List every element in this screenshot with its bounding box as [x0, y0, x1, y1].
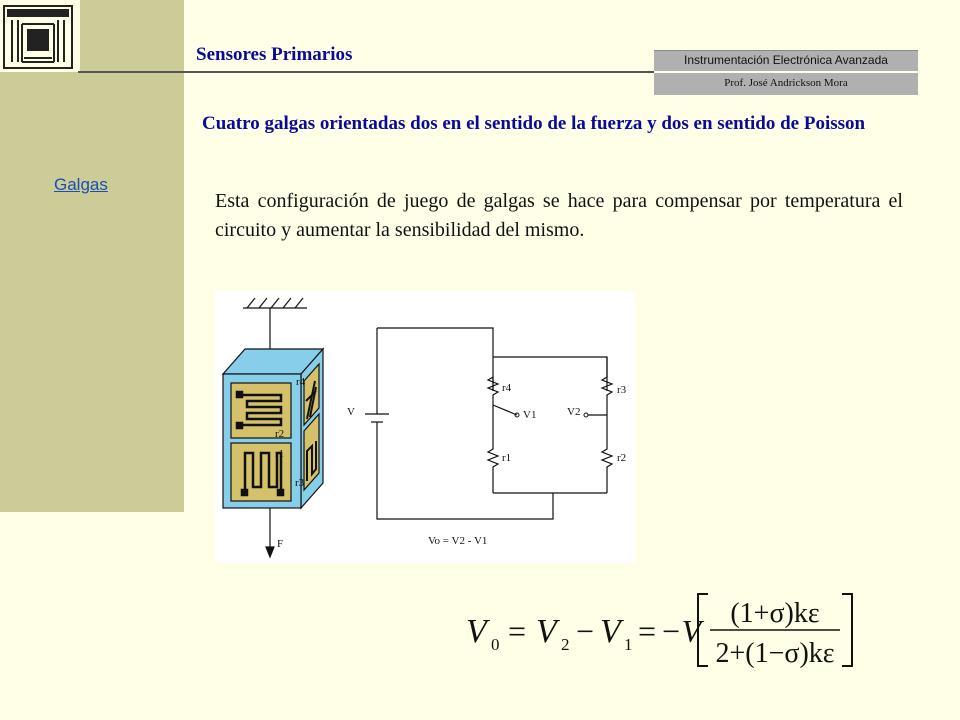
source-label: V — [347, 406, 355, 418]
institution-logo-icon — [0, 0, 80, 72]
node-v2 — [584, 413, 588, 417]
formula-v0-sub: 0 — [491, 635, 500, 654]
slide-subtitle: Cuatro galgas orientadas dos en el sentido de la fuerza y dos en sentido de Poisson — [202, 113, 866, 134]
sidebar — [0, 72, 184, 512]
page-title: Sensores Primarios — [196, 44, 353, 65]
formula-v0: V — [466, 613, 487, 650]
formula-v2-sub: 2 — [561, 635, 570, 654]
slide-paragraph: Esta configuración de juego de galgas se hace para compensar por temperatura el circuito y aumentar la sensibilidad del mismo. — [215, 190, 903, 241]
formula-denominator: 2+(1−σ)kε — [715, 638, 835, 669]
right-bracket-icon — [842, 594, 852, 666]
bridge-circuit — [365, 328, 612, 519]
course-badge — [654, 50, 918, 95]
course-name: Instrumentación Electrónica Avanzada — [684, 53, 888, 67]
course-separator — [654, 71, 918, 73]
formula-equals-2: = — [638, 613, 657, 649]
voltage-label-v2: V2 — [567, 406, 581, 418]
cube-label-r2: r2 — [275, 428, 285, 440]
logo — [0, 0, 80, 72]
gauge-bridge-figure — [215, 291, 635, 563]
cube-label-r1: r1 — [275, 448, 285, 460]
output-voltage-label: Vo = V2 - V1 — [428, 535, 488, 547]
sensitivity-formula — [462, 590, 862, 670]
cube-label-r4: r4 — [296, 376, 306, 388]
formula-v1-sub: 1 — [624, 635, 633, 654]
resistor-label-r3: r3 — [617, 384, 627, 396]
formula-v1: V — [600, 613, 621, 650]
resistor-label-r2: r2 — [617, 452, 627, 464]
formula-v2: V — [536, 613, 557, 650]
formula-neg-v: −V — [660, 613, 702, 649]
formula-minus: − — [576, 613, 595, 649]
force-label: F — [277, 538, 284, 550]
resistor-label-r1: r1 — [502, 452, 512, 464]
header-strip — [80, 0, 184, 72]
professor-name: Prof. José Andrickson Mora — [724, 77, 848, 89]
formula-equals-1: = — [508, 613, 527, 649]
resistor-label-r4: r4 — [502, 382, 512, 394]
voltage-label-v1: V1 — [523, 409, 537, 421]
sidebar-link-galgas[interactable]: Galgas — [54, 175, 108, 194]
force-arrow-icon — [266, 508, 274, 557]
cube-label-r3: r3 — [295, 477, 305, 489]
formula-numerator: (1+σ)kε — [730, 598, 820, 629]
header-divider — [78, 71, 656, 73]
ceiling-hatch-icon — [243, 298, 307, 349]
